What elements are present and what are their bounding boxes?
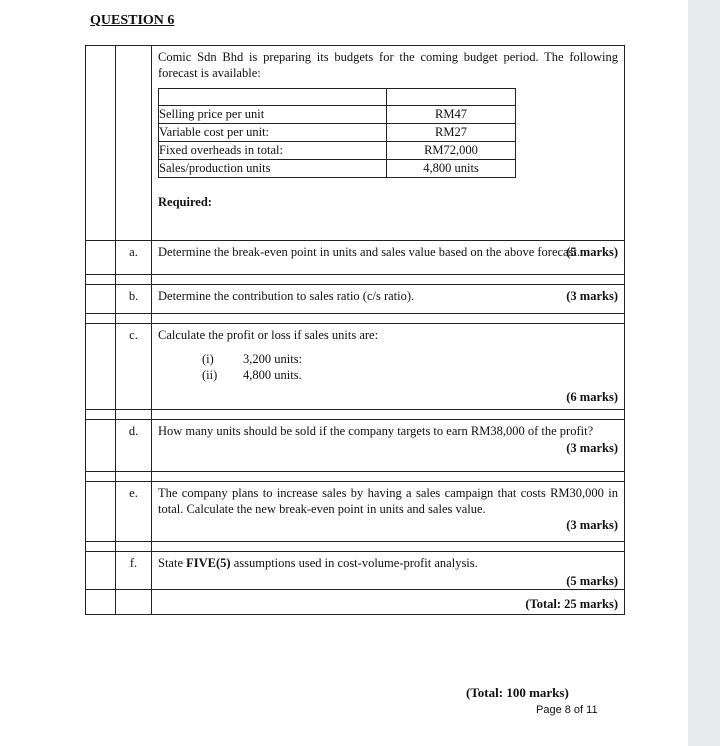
emphasis-text: FIVE(5)	[186, 556, 231, 570]
question-row-d	[86, 420, 625, 472]
forecast-value: RM27	[387, 124, 516, 142]
question-text: State FIVE(5) assumptions used in cost-volume-profit analysis.	[158, 556, 478, 570]
question-row-c	[86, 324, 625, 410]
question-letter: a.	[116, 241, 152, 275]
forecast-label: Selling price per unit	[159, 106, 387, 124]
marks-label: (5 marks)	[566, 245, 618, 259]
sub-item-text: 3,200 units:	[243, 352, 303, 366]
forecast-row	[159, 106, 516, 124]
question-table	[85, 45, 625, 615]
forecast-value: RM47	[387, 106, 516, 124]
forecast-label: Variable cost per unit:	[159, 124, 387, 142]
question-text: Calculate the profit or loss if sales units are:	[158, 328, 379, 342]
question-letter: b.	[116, 285, 152, 314]
paper-total: (Total: 100 marks)	[466, 685, 569, 700]
required-label: Required:	[158, 195, 212, 209]
forecast-row	[159, 124, 516, 142]
question-text: Determine the break-even point in units and sales value based on the above forecast.	[158, 245, 581, 259]
question-row-b	[86, 285, 625, 314]
forecast-table	[158, 88, 516, 178]
forecast-row	[159, 160, 516, 178]
intro-text: Comic Sdn Bhd is preparing its budgets for the coming budget period. The following forecast is available:	[158, 50, 618, 80]
question-row-e	[86, 482, 625, 542]
question-total-row	[86, 590, 625, 615]
marks-label: (3 marks)	[566, 518, 618, 532]
forecast-row	[159, 142, 516, 160]
marks-label: (6 marks)	[566, 390, 618, 404]
forecast-value: RM72,000	[387, 142, 516, 160]
question-letter: c.	[116, 324, 152, 410]
marks-label: (3 marks)	[566, 441, 618, 455]
sub-item	[202, 367, 618, 383]
sub-item	[202, 351, 618, 367]
question-letter: e.	[116, 482, 152, 542]
question-heading: QUESTION 6	[90, 13, 175, 28]
page-number: Page 8 of 11	[536, 704, 598, 716]
marks-label: (3 marks)	[566, 289, 618, 303]
question-letter: f.	[116, 552, 152, 590]
forecast-label: Sales/production units	[159, 160, 387, 178]
viewer-background	[688, 0, 720, 746]
sub-item-list	[202, 351, 618, 383]
question-text: Determine the contribution to sales ratio (c/s ratio).	[158, 289, 415, 303]
sub-item-number: (ii)	[202, 368, 218, 382]
forecast-label: Fixed overheads in total:	[159, 142, 387, 160]
question-row-f	[86, 552, 625, 590]
question-row-a	[86, 241, 625, 275]
sub-item-text: 4,800 units.	[243, 368, 302, 382]
sub-item-number: (i)	[202, 352, 214, 366]
question-letter: d.	[116, 420, 152, 472]
intro-row	[86, 46, 625, 241]
question-total: (Total: 25 marks)	[525, 597, 618, 611]
question-text: The company plans to increase sales by having a sales campaign that costs RM30,000 in total. Calculate the new break-even point in units and sales value.	[158, 486, 618, 516]
forecast-value: 4,800 units	[387, 160, 516, 178]
question-text: How many units should be sold if the company targets to earn RM38,000 of the profit?	[158, 424, 594, 438]
marks-label: (5 marks)	[566, 574, 618, 588]
